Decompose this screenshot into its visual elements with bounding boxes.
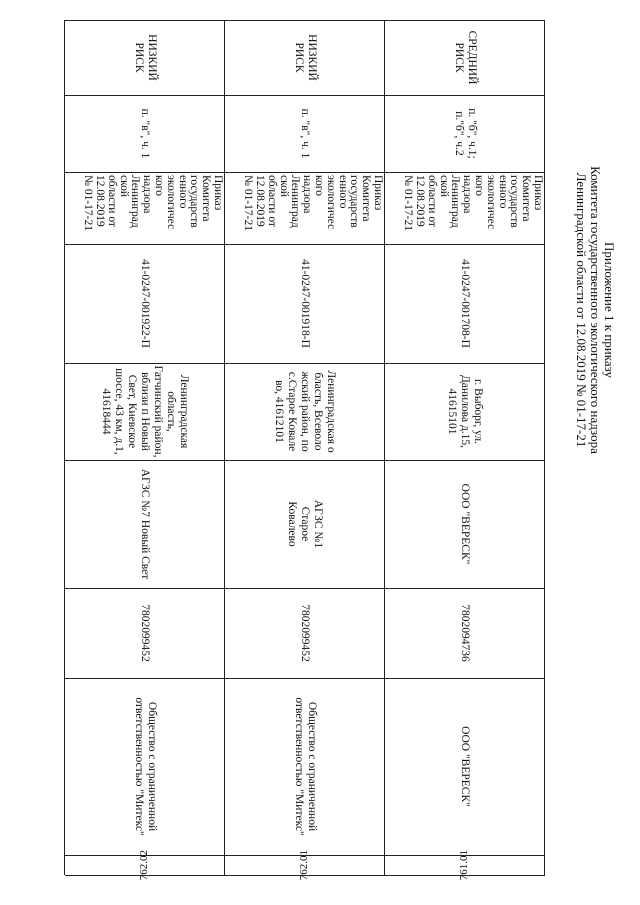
table-row-1-object: ООО "ВЕРЕСК" <box>459 483 472 565</box>
table-row-2-criteria: п. "в", ч. 1 <box>299 108 312 159</box>
table-row-2-address: Ленинградская область, Всеволожский район, пос.Старое Ковалево, 41612101 <box>273 370 338 453</box>
table-row-3-object: АГЗС №7 Новый Свет <box>139 468 152 580</box>
table-row-2-org: Общество с ограниченной ответственностью "Митекс" <box>293 697 318 836</box>
table-row-1-order: Приказ Комитета государств енного экологичес кого надзора Ленинград ской области от 12.08.2019 № 01-17-21 <box>402 175 544 232</box>
table-row-2-risk: НИЗКИЙ РИСК <box>293 34 318 81</box>
header-line-1: Приложение 1 к приказу <box>602 241 617 378</box>
table-row-1-risk: СРЕДНИЙ РИСК <box>453 30 478 85</box>
table-row-2-object: АГЗС №1 Старое Ковалево <box>286 499 325 549</box>
table-row-3-org: Общество с ограниченной ответственностью "Митекс" <box>133 697 158 836</box>
header-line-3: Ленинградской области от 12.08.2019 № 01-17-21 <box>574 172 589 448</box>
table-row-1-code: 41-0247-001708-П <box>459 259 472 348</box>
document-header <box>550 0 640 905</box>
header-line-2: Комитета государственного экологического надзора <box>588 166 603 454</box>
table-row-3-address: Ленинградская область, Гатчинский район, вблизи п Новый Свет, Киевское шоссе, 43 км, д.1, 41618444 <box>100 365 191 458</box>
table-row-1-number: 761.01 <box>458 849 471 881</box>
table-row-1-criteria: п. "б", ч.1; п."б", ч.2 <box>453 108 478 159</box>
table-row-3-inn: 7802099452 <box>139 604 152 662</box>
table-row-3-order: Приказ Комитета государств енного экологичес кого надзора Ленинград ской области от 12.08.2019 № 01-17-21 <box>82 175 224 232</box>
table-row-2-number: 762.01 <box>298 849 311 881</box>
table-row-2-code: 41-0247-001918-П <box>299 259 312 348</box>
table-row-1-org: ООО "ВЕРЕСК" <box>459 726 472 807</box>
table-row-1-inn: 7802094736 <box>459 604 472 662</box>
table-row-3-number: 762.02 <box>138 849 151 881</box>
table-row-1-address: г. Выборг, ул. Данилова д.15, 41615101 <box>446 374 485 449</box>
table-row-3-code: 41-0247-001922-П <box>139 259 152 348</box>
table-row-2-inn: 7802099452 <box>299 604 312 662</box>
table-row-2-order: Приказ Комитета государств енного экологичес кого надзора Ленинград ской области от 12.08.2019 № 01-17-21 <box>242 175 384 232</box>
table-row-3-risk: НИЗКИЙ РИСК <box>133 34 158 81</box>
table-row-3-criteria: п. "в", ч. 1 <box>139 108 152 159</box>
